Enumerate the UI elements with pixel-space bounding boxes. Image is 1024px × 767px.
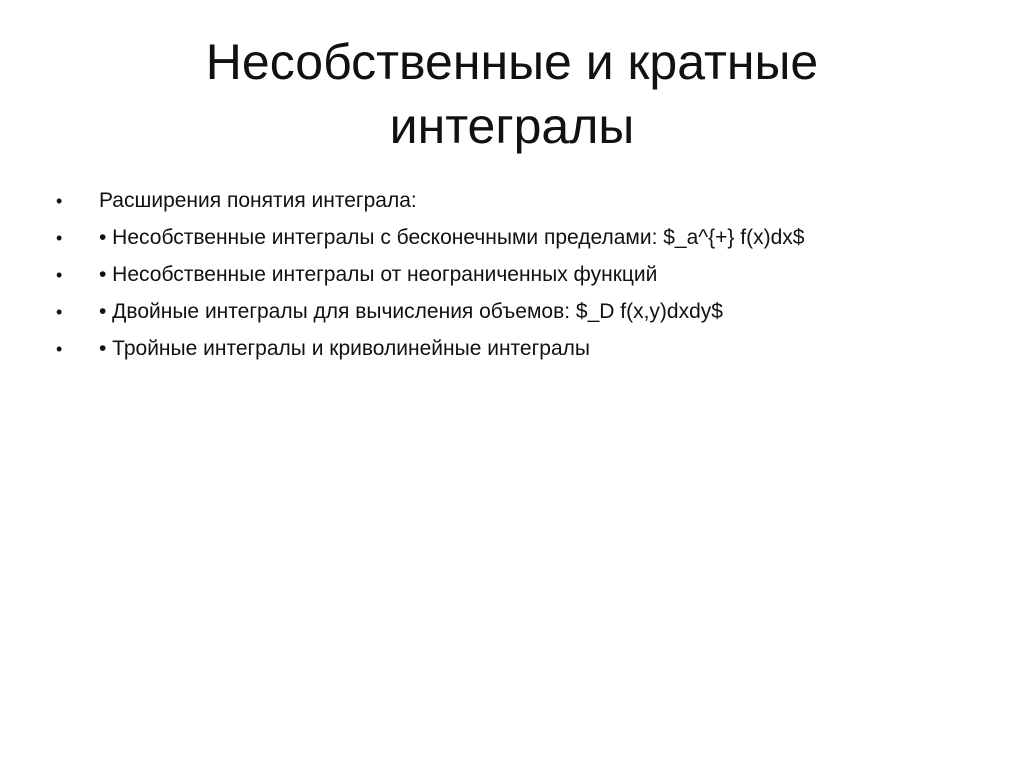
bullet-text: • Тройные интегралы и криволинейные интегралы [99, 337, 590, 360]
bullet-item [56, 258, 976, 295]
slide-title-line-2: интегралы [389, 98, 635, 154]
bullet-item [56, 184, 976, 221]
bullet-text: • Двойные интегралы для вычисления объемов: $_D f(x,y)dxdy$ [99, 300, 723, 323]
bullet-text: Расширения понятия интеграла: [99, 189, 417, 212]
slide-title-line-1: Несобственные и кратные [205, 34, 819, 90]
bullet-text: • Несобственные интегралы с бесконечными пределами: $_a^{+} f(x)dx$ [99, 226, 805, 249]
slide-title [60, 30, 964, 158]
bullet-dot-icon: • [56, 265, 63, 285]
bullet-list [56, 184, 976, 369]
bullet-dot-icon: • [56, 191, 63, 211]
bullet-text: • Несобственные интегралы от неограниченных функций [99, 263, 658, 286]
bullet-dot-icon: • [56, 302, 63, 322]
bullet-item [56, 221, 976, 258]
bullet-item [56, 332, 976, 369]
bullet-dot-icon: • [56, 228, 63, 248]
bullet-item [56, 295, 976, 332]
bullet-dot-icon: • [56, 339, 63, 359]
